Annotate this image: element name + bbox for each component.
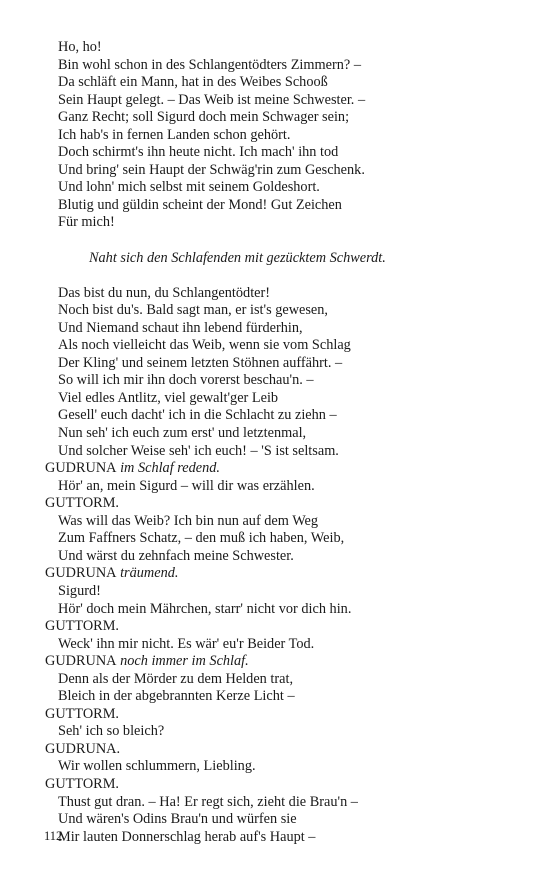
speaker-heading [0, 776, 550, 794]
verse-line: Mir lauten Donnerschlag herab auf's Haupt – [58, 828, 316, 845]
verse-line: Wir wollen schlummern, Liebling. [58, 758, 256, 775]
verse-line: Und wärst du zehnfach meine Schwester. [58, 547, 294, 564]
verse-line: Was will das Weib? Ich bin nun auf dem Weg [58, 512, 319, 529]
verse-line: Blutig und güldin scheint der Mond! Gut Zeichen [58, 196, 342, 213]
verse-line: Da schläft ein Mann, hat in des Weibes Schooß [58, 74, 328, 91]
speaker-direction: träumend. [116, 565, 179, 582]
page-text [0, 39, 550, 846]
verse-line: Für mich! [58, 214, 115, 231]
verse-line: Nun seh' ich euch zum erst' und letztenmal, [58, 425, 307, 442]
verse-line: Und wären's Odins Brau'n und würfen sie [58, 811, 297, 828]
speaker-heading [0, 741, 550, 759]
speaker-name: GUTTORM. [45, 618, 120, 635]
speaker-heading [0, 706, 550, 724]
verse-line: Gesell' euch dacht' ich in die Schlacht zu ziehn – [58, 407, 337, 424]
verse-line: Und bring' sein Haupt der Schwäg'rin zum Geschenk. [58, 161, 365, 178]
verse-line: Sein Haupt gelegt. – Das Weib ist meine Schwester. – [58, 91, 366, 108]
blank-line [0, 267, 550, 285]
speaker-heading [0, 618, 550, 636]
verse-line: Und lohn' mich selbst mit seinem Goldeshort. [58, 179, 320, 196]
verse-line: Das bist du nun, du Schlangentödter! [58, 284, 271, 301]
verse-line: Thust gut dran. – Ha! Er regt sich, zieht die Brau'n – [58, 793, 358, 810]
speaker-heading [0, 653, 550, 671]
verse-line: Hör' doch mein Mährchen, starr' nicht vor dich hin. [58, 600, 352, 617]
speaker-direction: im Schlaf redend. [116, 460, 220, 477]
verse-line: Bin wohl schon in des Schlangentödters Zimmern? – [58, 56, 361, 73]
speaker-heading [0, 460, 550, 478]
stage-direction: Naht sich den Schlafenden mit gezücktem Schwerdt. [89, 249, 386, 266]
verse-line: Denn als der Mörder zu dem Helden trat, [58, 670, 294, 687]
speaker-name: GUTTORM. [45, 495, 120, 512]
verse-line: Weck' ihn mir nicht. Es wär' eu'r Beider Tod. [58, 635, 315, 652]
verse-line: Noch bist du's. Bald sagt man, er ist's gewesen, [58, 302, 329, 319]
verse-line: Als noch vielleicht das Weib, wenn sie vom Schlag [58, 337, 351, 354]
verse-line: Viel edles Antlitz, viel gewalt'ger Leib [58, 389, 279, 406]
verse-line: Seh' ich so bleich? [58, 723, 165, 740]
verse-line: Sigurd! [58, 582, 101, 599]
verse-line: Und solcher Weise seh' ich euch! – 'S ist seltsam. [58, 442, 339, 459]
speaker-name: GUDRUNA [45, 653, 117, 670]
verse-line: Ho, ho! [58, 39, 102, 55]
speaker-heading [0, 565, 550, 583]
page-number: 112 [44, 829, 63, 843]
speaker-name: GUDRUNA [45, 460, 117, 477]
speaker-direction: noch immer im Schlaf. [116, 653, 249, 670]
speaker-name: GUTTORM. [45, 705, 120, 722]
speaker-name: GUTTORM. [45, 775, 120, 792]
speaker-name: GUDRUNA [45, 565, 117, 582]
verse-line: Zum Faffners Schatz, – den muß ich haben, Weib, [58, 530, 345, 547]
speaker-name: GUDRUNA. [45, 740, 121, 757]
verse-line: Der Kling' und seinem letzten Stöhnen auffährt. – [58, 354, 343, 371]
verse-line: Und Niemand schaut ihn lebend fürderhin, [58, 319, 303, 336]
blank-line [0, 232, 550, 250]
verse-line: Hör' an, mein Sigurd – will dir was erzählen. [58, 477, 315, 494]
verse-line: Ich hab's in fernen Landen schon gehört. [58, 126, 291, 143]
verse-line: So will ich mir ihn doch vorerst beschau'n. – [58, 372, 314, 389]
speaker-heading [0, 495, 550, 513]
verse-line: Doch schirmt's ihn heute nicht. Ich mach' ihn tod [58, 144, 339, 161]
verse-line: Bleich in der abgebrannten Kerze Licht – [58, 688, 295, 705]
verse-line: Ganz Recht; soll Sigurd doch mein Schwager sein; [58, 109, 350, 126]
